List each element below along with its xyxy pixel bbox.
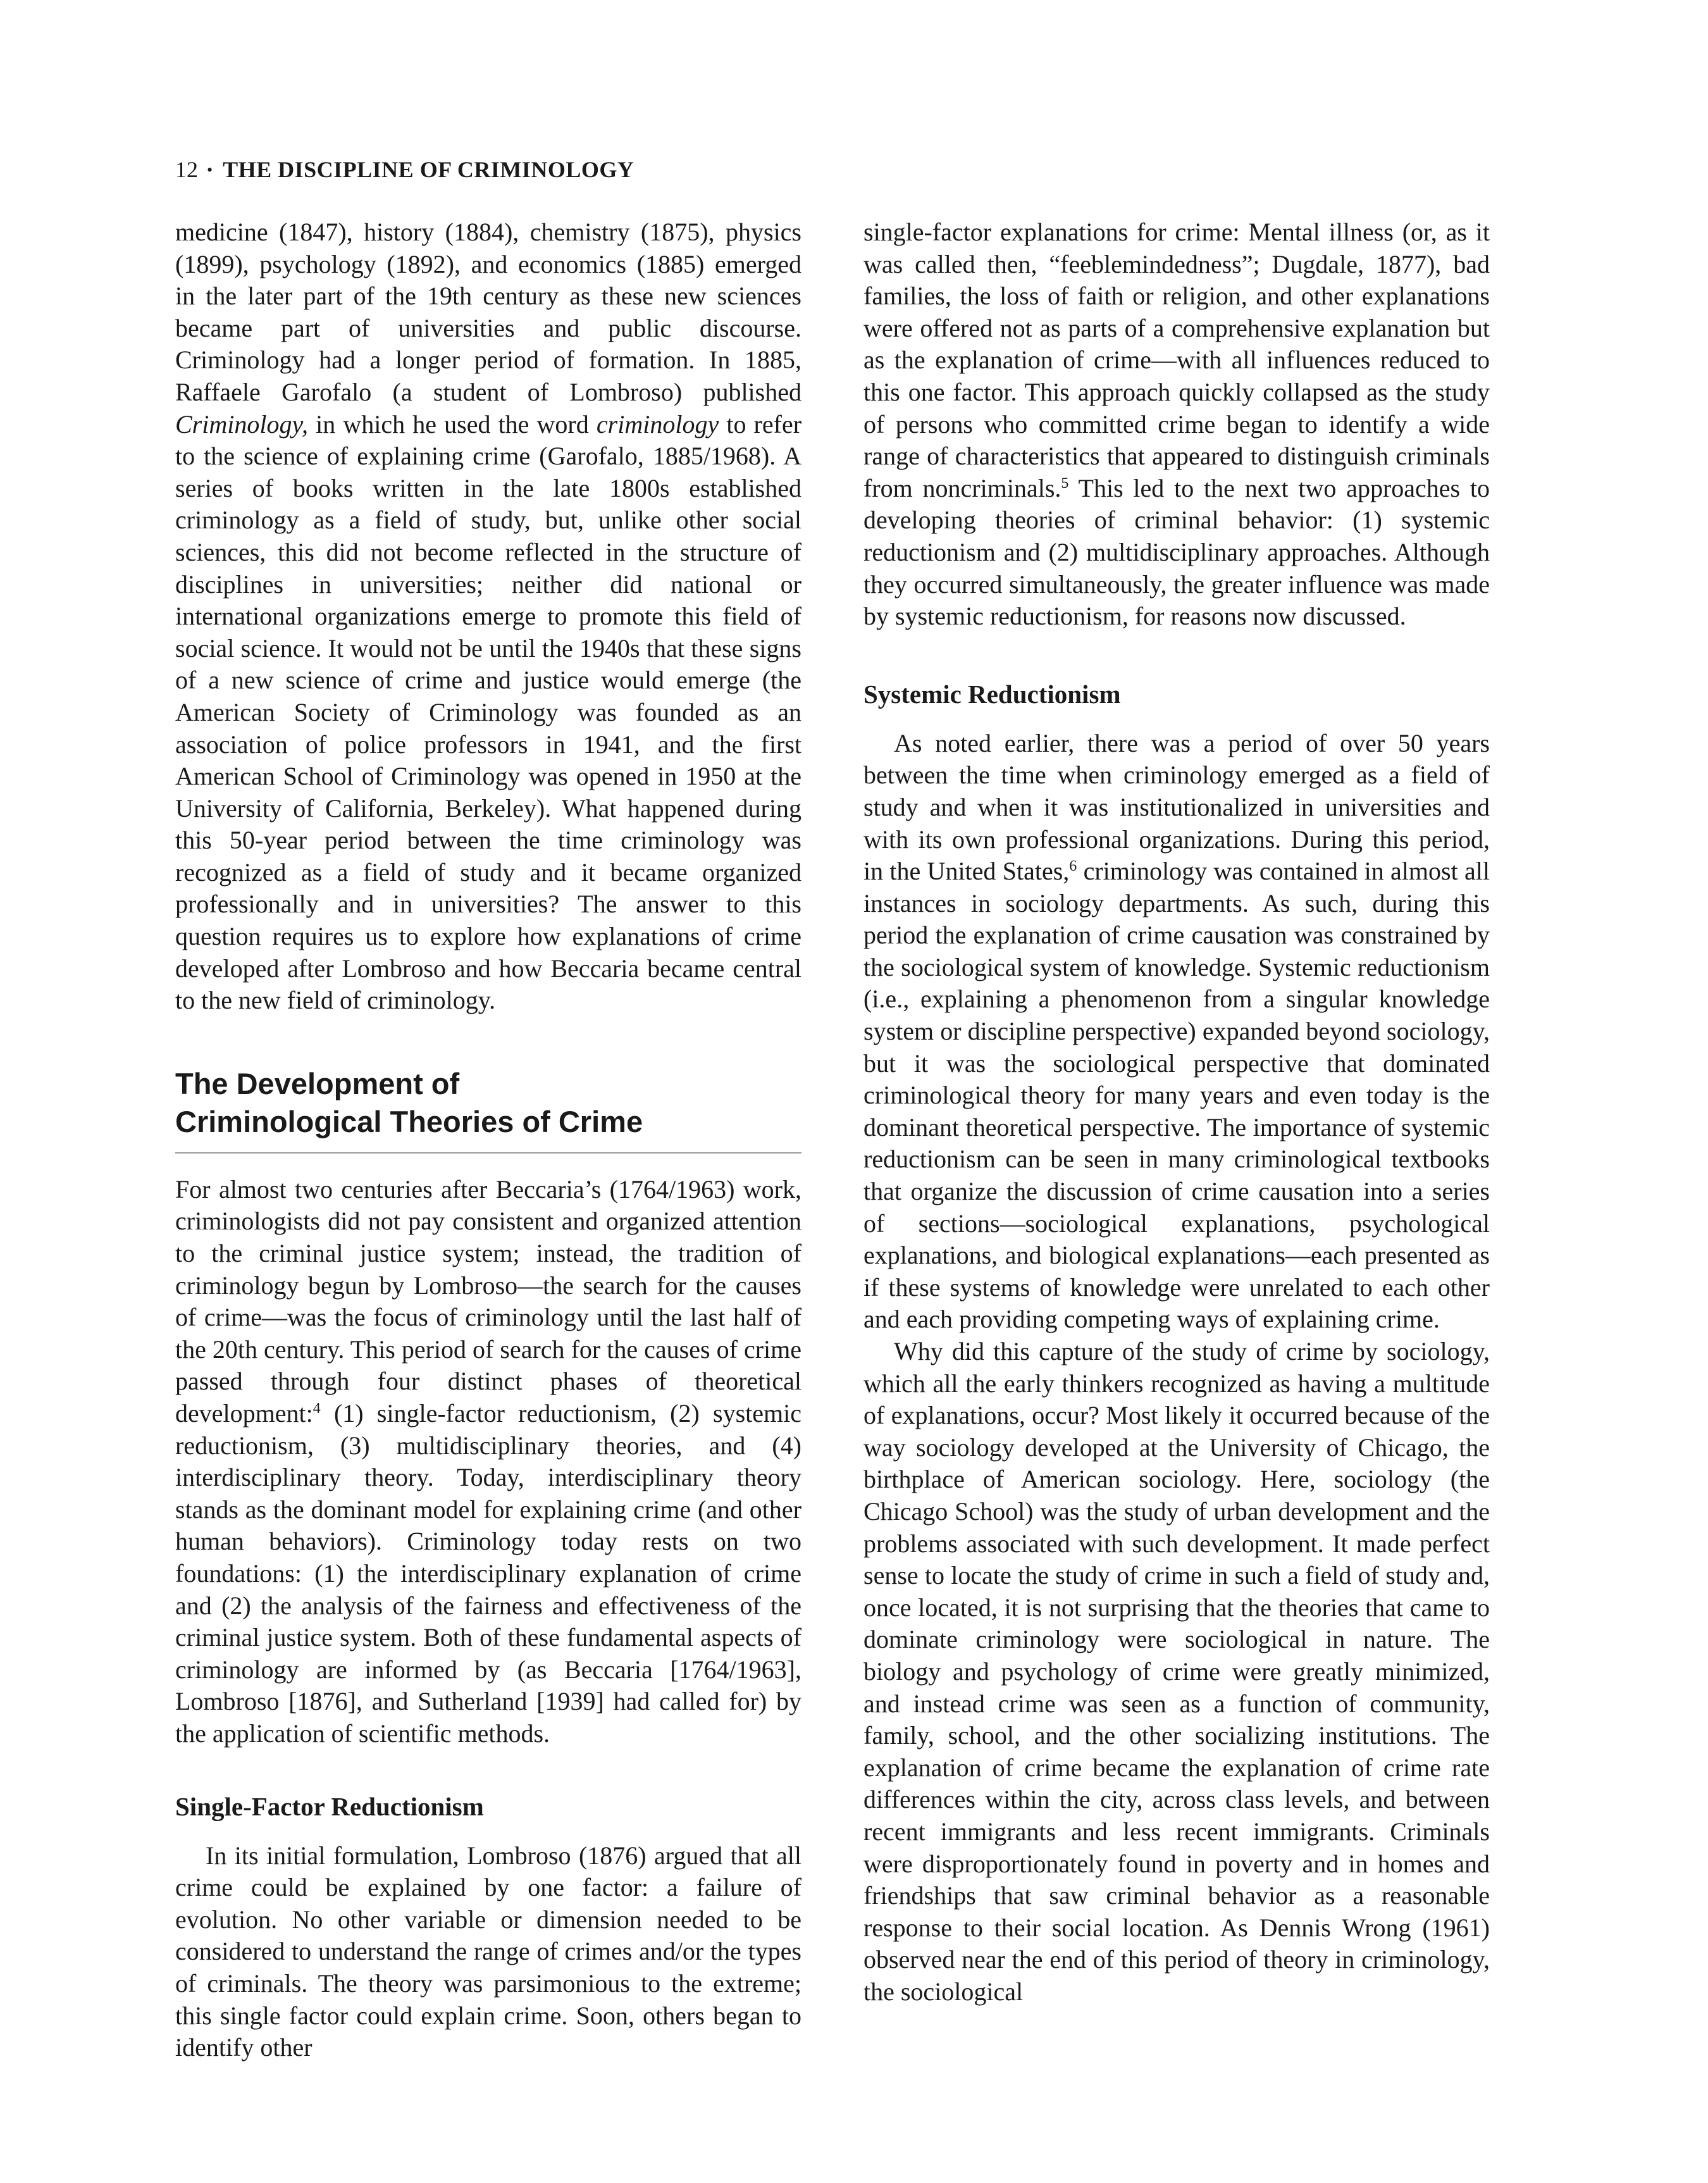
subsection-heading: Systemic Reductionism [863, 679, 1121, 709]
section-heading-line-2: Criminological Theories of Crime [175, 1104, 643, 1138]
left-column [175, 216, 801, 2064]
paragraph: For almost two centuries after Beccaria’s (1764/1963) work, criminologists did not pay consistent and organized attention to the criminal justice system; instead, the tradition of criminology begun by Lombroso—the search for the causes of crime—was the focus of criminology until the last half of the 20th century. This period of search for the causes of crime passed through four distinct phases of theoretical development:$^4$ (1) single-factor reductionism, (2) systemic reductionism, (3) multidisciplinary theories, and (4) interdisciplinary theory. Today, interdisciplinary theory stands as the dominant model for explaining crime (and other human behaviors). Criminology today rests on two foundations: (1) the interdisciplinary explanation of crime and (2) the analysis of the fairness and effectiveness of the criminal justice system. Both of these fundamental aspects of criminology are informed by (as Beccaria [1764/1963], Lombroso [1876], and Sutherland [1939] had called for) by the application of scientific methods. [175, 1174, 802, 1748]
term-italic: criminology [596, 409, 719, 438]
page-number: 12 [175, 157, 198, 182]
paragraph: In its initial formulation, Lombroso (1876) argued that all crime could be explained by one factor: a failure of evolution. No other variable or dimension needed to be considered to understand the range of crimes and/or the types of criminals. The theory was parsimonious to the extreme; this single factor could explain crime. Soon, others began to identify other [175, 1841, 801, 2062]
section-heading-line-1: The Development of [175, 1066, 460, 1100]
footnote-ref: 5 [1061, 475, 1069, 492]
paragraph: As noted earlier, there was a period of over 50 years between the time when criminology emerged as a field of study and when it was institutionalized in universities and with its own professional organizations. During this period, in the United States,$^6$ criminology was contained in almost all instances in sociology departments. As such, during this period the explanation of crime causation was constrained by the sociological system of knowledge. Systemic reductionism (i.e., explaining a phenomenon from a singular knowledge system or discipline perspective) expanded beyond sociology, but it was the sociological perspective that dominated criminological theory for many years and even today is the dominant theoretical perspective. The importance of systemic reductionism can be seen in many criminological textbooks that organize the discussion of crime causation into a series of sections—sociological explanations, psychological explanations, and biological explanations—each presented as if these systems of knowledge were unrelated to each other and each providing competing ways of explaining crime. [863, 728, 1490, 1334]
subsection-heading: Single-Factor Reductionism [175, 1791, 484, 1821]
section-heading [175, 1065, 801, 1141]
paragraph-continued: medicine (1847), history (1884), chemistry (1875), physics (1899), psychology (1892), and economics (1885) emerged in the later part of the 19th century as these new sciences became part of universities and public discourse. Criminology had a longer period of formation. In 1885, Raffaele Garofalo (a student of Lombroso) published Criminology, in which he used the word criminology to refer to the science of explaining crime (Garofalo, 1885/1968). A series of books written in the late 1800s established criminology as a field of study, but, unlike other social sciences, this did not become reflected in the structure of disciplines in universities; neither did national or international organizations emerge to promote this field of social science. It would not be until the 1940s that these signs of a new science of crime and justice would emerge (the American Society of Criminology was founded as an association of police professors in 1941, and the first American School of Criminology was opened in 1950 at the University of California, Berkeley). What happened during this 50-year period between the time criminology was recognized as a field of study and it became organized professionally and in universities? The answer to this question requires us to explore how explanations of crime developed after Lombroso and how Beccaria became central to the new field of criminology. [175, 218, 802, 1015]
running-header [175, 156, 808, 184]
right-column [863, 216, 1490, 2008]
heading-rule [175, 1152, 801, 1154]
paragraph: Why did this capture of the study of crime by sociology, which all the early thinkers recognized as having a multitude of explanations, occur? Most likely it occurred because of the way sociology developed at the University of Chicago, the birthplace of American sociology. Here, sociology (the Chicago School) was the study of urban development and the problems associated with such development. It made perfect sense to locate the study of crime in such a field of study and, once located, it is not surprising that the theories that came to dominate criminology were sociological in nature. The biology and psychology of crime were greatly minimized, and instead crime was seen as a function of community, family, school, and the other socializing institutions. The explanation of crime became the explanation of crime rate differences within the city, across class levels, and between recent immigrants and less recent immigrants. Criminals were disproportionately found in poverty and in homes and friendships that saw criminal behavior as a reasonable response to their social location. As Dennis Wrong (1961) observed near the end of this period of theory in criminology, the sociological [863, 1337, 1490, 2006]
bullet-separator: • [207, 161, 213, 179]
footnote-ref: 6 [1069, 858, 1077, 875]
running-title: THE DISCIPLINE OF CRIMINOLOGY [223, 157, 634, 182]
book-title-italic: Criminology, [175, 409, 309, 438]
paragraph-continued: single-factor explanations for crime: Mental illness (or, as it was called then, “feeblemindedness”; Dugdale, 1877), bad families, the loss of faith or religion, and other explanations were offered not as parts of a comprehensive explanation but as the explanation of crime—with all influences reduced to this one factor. This approach quickly collapsed as the study of persons who committed crime began to identify a wide range of characteristics that appeared to distinguish criminals from noncriminals.$^5$ This led to the next two approaches to developing theories of criminal behavior: (1) systemic reductionism and (2) multidisciplinary approaches. Although they occurred simultaneously, the greater influence was made by systemic reductionism, for reasons now discussed. [863, 218, 1490, 631]
footnote-ref: 4 [313, 1400, 321, 1417]
